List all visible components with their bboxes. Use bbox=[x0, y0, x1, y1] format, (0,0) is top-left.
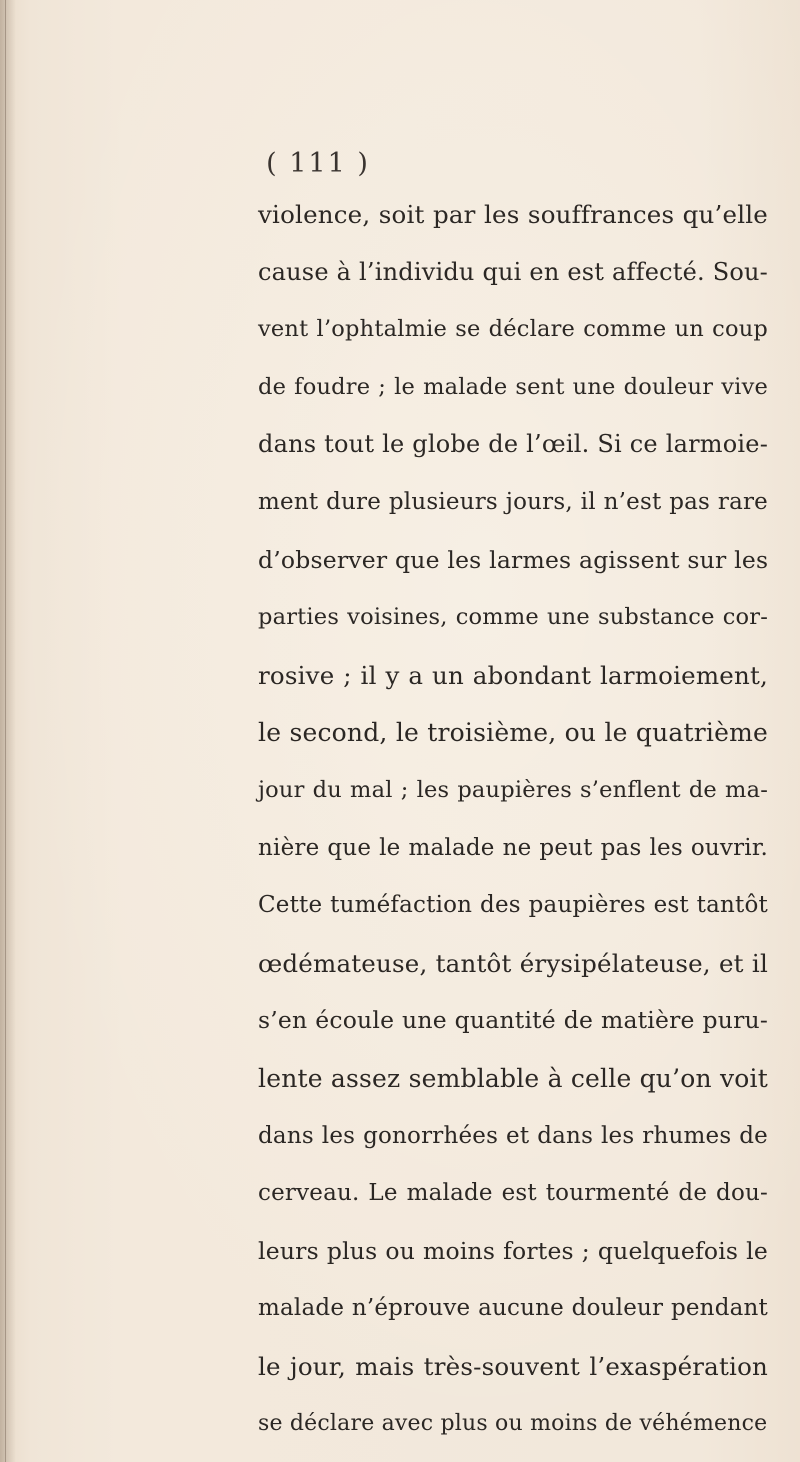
binding-shadow bbox=[0, 0, 16, 1462]
text-line: se déclare avec plus ou moins de véhémence bbox=[258, 1411, 768, 1437]
text-line: Cette tuméfaction des paupières est tantôt bbox=[258, 892, 768, 919]
text-line: le jour, mais très-souvent l’exaspération bbox=[258, 1351, 768, 1381]
text-line: dans tout le globe de l’œil. Si ce larmoie- bbox=[258, 430, 768, 459]
text-line: cause à l’individu qui en est affecté. Sou- bbox=[258, 257, 768, 286]
page-number: ( 111 ) bbox=[266, 148, 370, 179]
text-line: vent l’ophtalmie se déclare comme un coup bbox=[258, 316, 768, 343]
text-line: œdémateuse, tantôt érysipélateuse, et il bbox=[258, 948, 768, 978]
text-line: jour du mal ; les paupières s’enflent de ma- bbox=[258, 776, 768, 803]
text-line: violence, soit par les souffrances qu’elle bbox=[258, 200, 768, 229]
text-line: cerveau. Le malade est tourmenté de dou- bbox=[258, 1180, 768, 1207]
text-line: de foudre ; le malade sent une douleur vive bbox=[258, 373, 768, 400]
text-line: parties voisines, comme une substance cor- bbox=[258, 604, 768, 631]
text-line: dans les gonorrhées et dans les rhumes de bbox=[258, 1122, 768, 1149]
text-line: s’en écoule une quantité de matière puru- bbox=[258, 1006, 768, 1035]
text-line: rosive ; il y a un abondant larmoiement, bbox=[258, 660, 768, 690]
text-line: lente assez semblable à celle qu’on voit bbox=[258, 1063, 768, 1093]
body-text bbox=[258, 186, 768, 1453]
text-line: le second, le troisième, ou le quatrième bbox=[258, 718, 768, 748]
page-edge bbox=[5, 0, 6, 1462]
text-line: ment dure plusieurs jours, il n’est pas rare bbox=[258, 488, 768, 515]
text-line: nière que le malade ne peut pas les ouvrir. bbox=[258, 834, 768, 861]
text-line: d’observer que les larmes agissent sur les bbox=[258, 545, 769, 574]
text-line: malade n’éprouve aucune douleur pendant bbox=[258, 1295, 768, 1322]
text-line: leurs plus ou moins fortes ; quelquefois le bbox=[258, 1236, 768, 1265]
